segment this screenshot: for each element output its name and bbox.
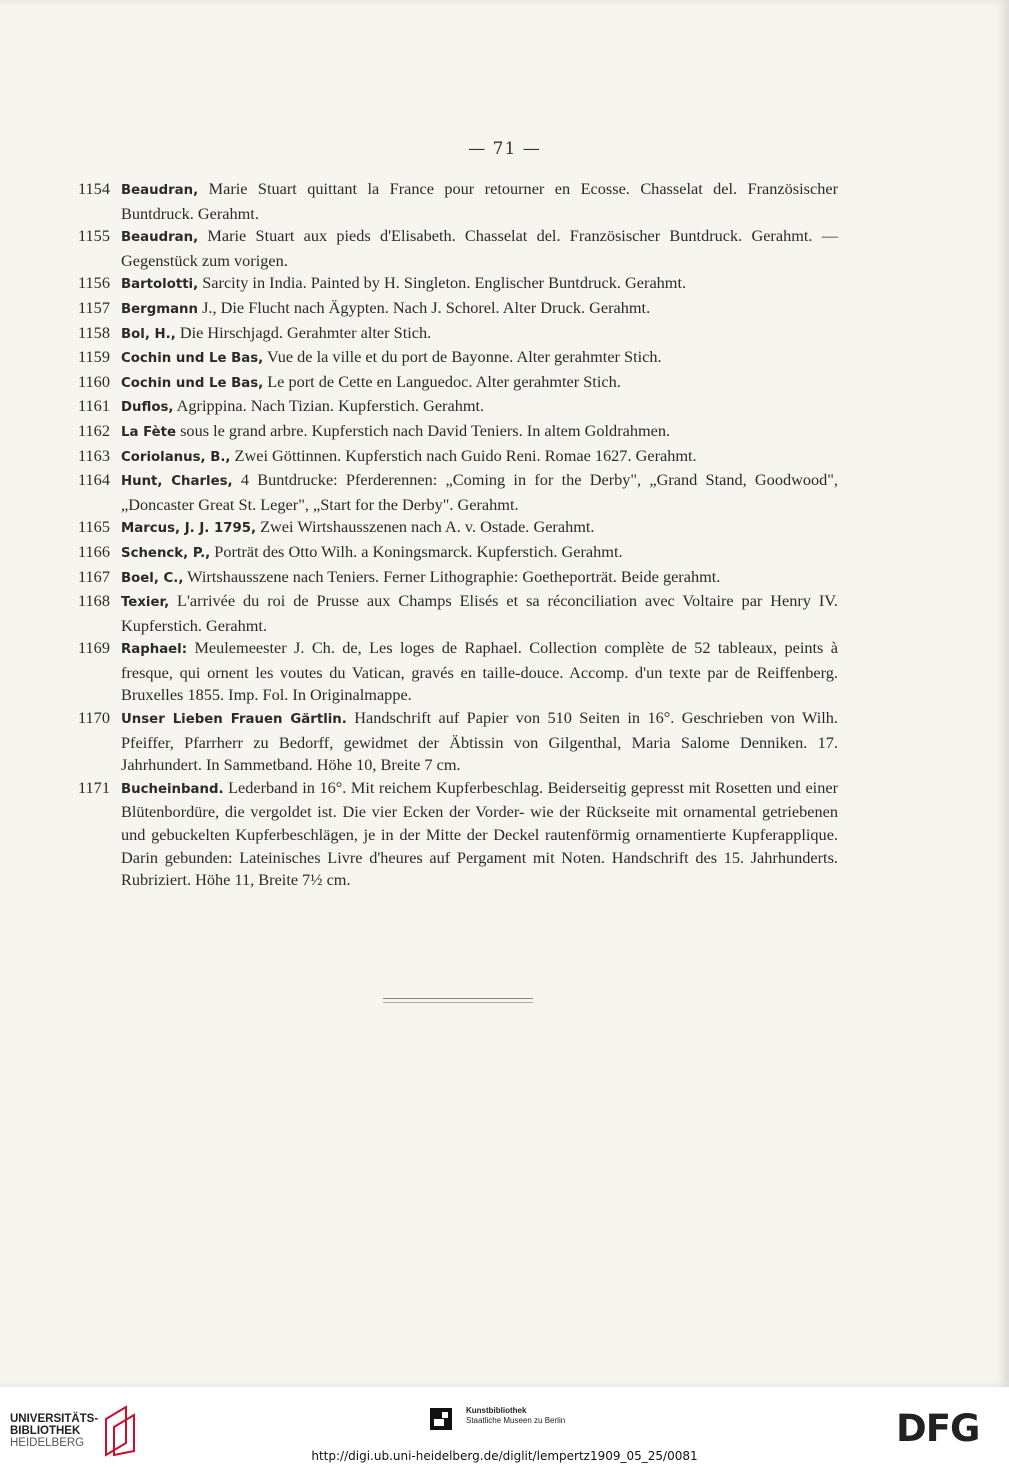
entry-artist: Schenck, P., <box>121 545 211 561</box>
entry-description: Le port de Cette en Languedoc. Alter gerahmter Stich. <box>263 371 621 391</box>
entry-description: Sarcity in India. Painted by H. Singleton. Englischer Buntdruck. Gerahmt. <box>198 273 687 293</box>
entry-artist: Unser Lieben Frauen Gärtlin. <box>121 712 347 728</box>
entry-description: L'arrivée du roi de Prusse aux Champs Elisés et sa réconciliation avec Voltaire par Henry IV. Kupferstich. Gerahmt. <box>121 591 838 635</box>
entry-description: Zwei Göttinnen. Kupferstich nach Guido Reni. Romae 1627. Gerahmt. <box>230 445 697 465</box>
entry-artist: Coriolanus, B., <box>121 449 231 465</box>
end-rule <box>383 998 533 1003</box>
entry-description: Porträt des Otto Wilh. a Koningsmarck. Kupferstich. Gerahmt. <box>210 541 623 561</box>
entry-number: 1155 <box>78 226 110 246</box>
catalogue-entry <box>78 566 838 591</box>
entry-artist: Bucheinband. <box>121 781 224 797</box>
entry-number: 1163 <box>78 445 110 465</box>
catalogue-entry <box>78 541 838 566</box>
entry-description: Wirtshausszene nach Teniers. Ferner Lithographie: Goetheporträt. Beide gerahmt. <box>183 566 721 586</box>
entry-description: Zwei Wirtshausszenen nach A. v. Ostade. Gerahmt. <box>256 517 595 537</box>
entry-description: Agrippina. Nach Tizian. Kupferstich. Gerahmt. <box>173 396 485 416</box>
university-line-3: HEIDELBERG <box>10 1437 85 1449</box>
entry-description: sous le grand arbre. Kupferstich nach David Teniers. In altem Goldrahmen. <box>176 420 671 440</box>
catalogue-entry <box>78 707 838 777</box>
university-line-1: UNIVERSITÄTS- <box>10 1413 99 1425</box>
kunstbibliothek-logo-icon[interactable] <box>430 1408 452 1430</box>
catalogue-entries <box>78 178 838 892</box>
entry-artist: Boel, C., <box>121 570 184 586</box>
footer <box>0 1387 1009 1467</box>
entry-artist: Beaudran, <box>121 183 199 198</box>
entry-number: 1164 <box>78 470 110 490</box>
entry-artist: Hunt, Charles, <box>121 474 233 490</box>
entry-description: Die Hirschjagd. Gerahmter alter Stich. <box>175 322 432 342</box>
entry-artist: Raphael: <box>121 642 188 658</box>
entry-artist: Bartolotti, <box>121 277 199 293</box>
entry-artist: Cochin und Le Bas, <box>121 351 264 367</box>
catalogue-entry <box>78 395 838 420</box>
kb-line-1: Kunstbibliothek <box>466 1406 527 1415</box>
catalogue-entry <box>78 322 838 347</box>
university-library-logo[interactable] <box>10 1413 98 1449</box>
entry-number: 1161 <box>78 396 110 416</box>
entry-description: Marie Stuart quittant la France pour retourner en Ecosse. Chasselat del. Französischer Buntdruck. Gerahmt. <box>121 179 838 223</box>
entry-artist: Texier, <box>121 595 170 611</box>
catalogue-entry <box>78 445 838 470</box>
entry-number: 1157 <box>78 297 110 317</box>
entry-number: 1165 <box>78 517 110 537</box>
entry-description: Marie Stuart aux pieds d'Elisabeth. Chasselat del. Französischer Buntdruck. Gerahmt. — Gegenstück zum vorigen. <box>121 226 838 270</box>
entry-number: 1170 <box>78 708 110 728</box>
entry-description: Lederband in 16°. Mit reichem Kupferbeschlag. Beiderseitig gepresst mit Rosetten und einer Blütenbordüre, die vergoldet ist. Die vier Ecken der Vorder- wie der Rückseite mit ornamental getriebenen und gebuckelten Kupferbeschlägen, je in der Mitte der Deckel rautenförmig ornamentierte Kupferapplique. Darin gebunden: Lateinisches Livre d'heures auf Pergament mit Noten. Handschrift des 15. Jahrhunderts. Rubriziert. Höhe 11, Breite 7½ cm. <box>121 777 838 890</box>
permalink-url[interactable]: http://digi.ub.uni-heidelberg.de/diglit/lempertz1909_05_25/0081 <box>311 1449 698 1463</box>
catalogue-entry <box>78 590 838 637</box>
entry-number: 1154 <box>78 179 110 198</box>
entry-artist: Cochin und Le Bas, <box>121 375 264 391</box>
catalogue-entry <box>78 371 838 396</box>
catalogue-entry <box>78 469 838 516</box>
dfg-logo[interactable]: DFG <box>896 1407 980 1450</box>
entry-number: 1168 <box>78 591 110 611</box>
entry-artist: Beaudran, <box>121 230 199 246</box>
entry-artist: Marcus, J. J. 1795, <box>121 521 257 537</box>
catalogue-entry <box>78 516 838 541</box>
university-line-2: BIBLIOTHEK <box>10 1425 81 1437</box>
entry-artist: Duflos, <box>121 400 174 416</box>
entry-description: Vue de la ville et du port de Bayonne. Alter gerahmter Stich. <box>263 347 662 367</box>
entry-number: 1159 <box>78 347 110 367</box>
entry-description: J., Die Flucht nach Ägypten. Nach J. Schorel. Alter Druck. Gerahmt. <box>198 297 651 317</box>
catalogue-entry <box>78 178 838 225</box>
entry-artist: Bergmann <box>121 301 198 317</box>
entry-number: 1169 <box>78 638 110 658</box>
entry-description: 4 Buntdrucke: Pferderennen: „Coming in for the Derby", „Grand Stand, Goodwood", „Doncaster Great St. Leger", „Start for the Derby". Gerahmt. <box>121 470 838 514</box>
entry-number: 1158 <box>78 322 110 342</box>
catalogue-entry <box>78 346 838 371</box>
entry-number: 1156 <box>78 273 110 293</box>
page-number: — 71 — <box>468 139 541 159</box>
entry-number: 1167 <box>78 566 110 586</box>
catalogue-entry <box>78 420 838 445</box>
catalogue-entry <box>78 637 838 707</box>
catalogue-entry <box>78 297 838 322</box>
entry-number: 1162 <box>78 420 110 440</box>
entry-description: Meulemeester J. Ch. de, Les loges de Raphael. Collection complète de 52 tableaux, peints à fresque, qui ornent les voutes du Vatican, gravés en taille-douce. Accomp. d'un texte par de Reiffenberg. Bruxelles 1855. Imp. Fol. In Originalmappe. <box>121 638 838 705</box>
catalogue-entry <box>78 225 838 272</box>
kb-line-2: Staatliche Museen zu Berlin <box>466 1416 566 1425</box>
entry-number: 1166 <box>78 541 110 561</box>
entry-description: Handschrift auf Papier von 510 Seiten in 16°. Geschrieben von Wilh. Pfeiffer, Pfarrherr zu Bedorff, gewidmet der Äbtissin von Gilgenthal, Maria Salome Denniken. 17. Jahrhundert. In Sammetband. Höhe 10, Breite 7 cm. <box>121 708 838 775</box>
catalogue-entry <box>78 272 838 297</box>
catalogue-entry <box>78 777 838 892</box>
entry-artist: Bol, H., <box>121 326 176 342</box>
entry-number: 1160 <box>78 371 110 391</box>
kunstbibliothek-text[interactable] <box>466 1406 565 1426</box>
entry-artist: La Fète <box>121 424 177 440</box>
entry-number: 1171 <box>78 777 110 797</box>
